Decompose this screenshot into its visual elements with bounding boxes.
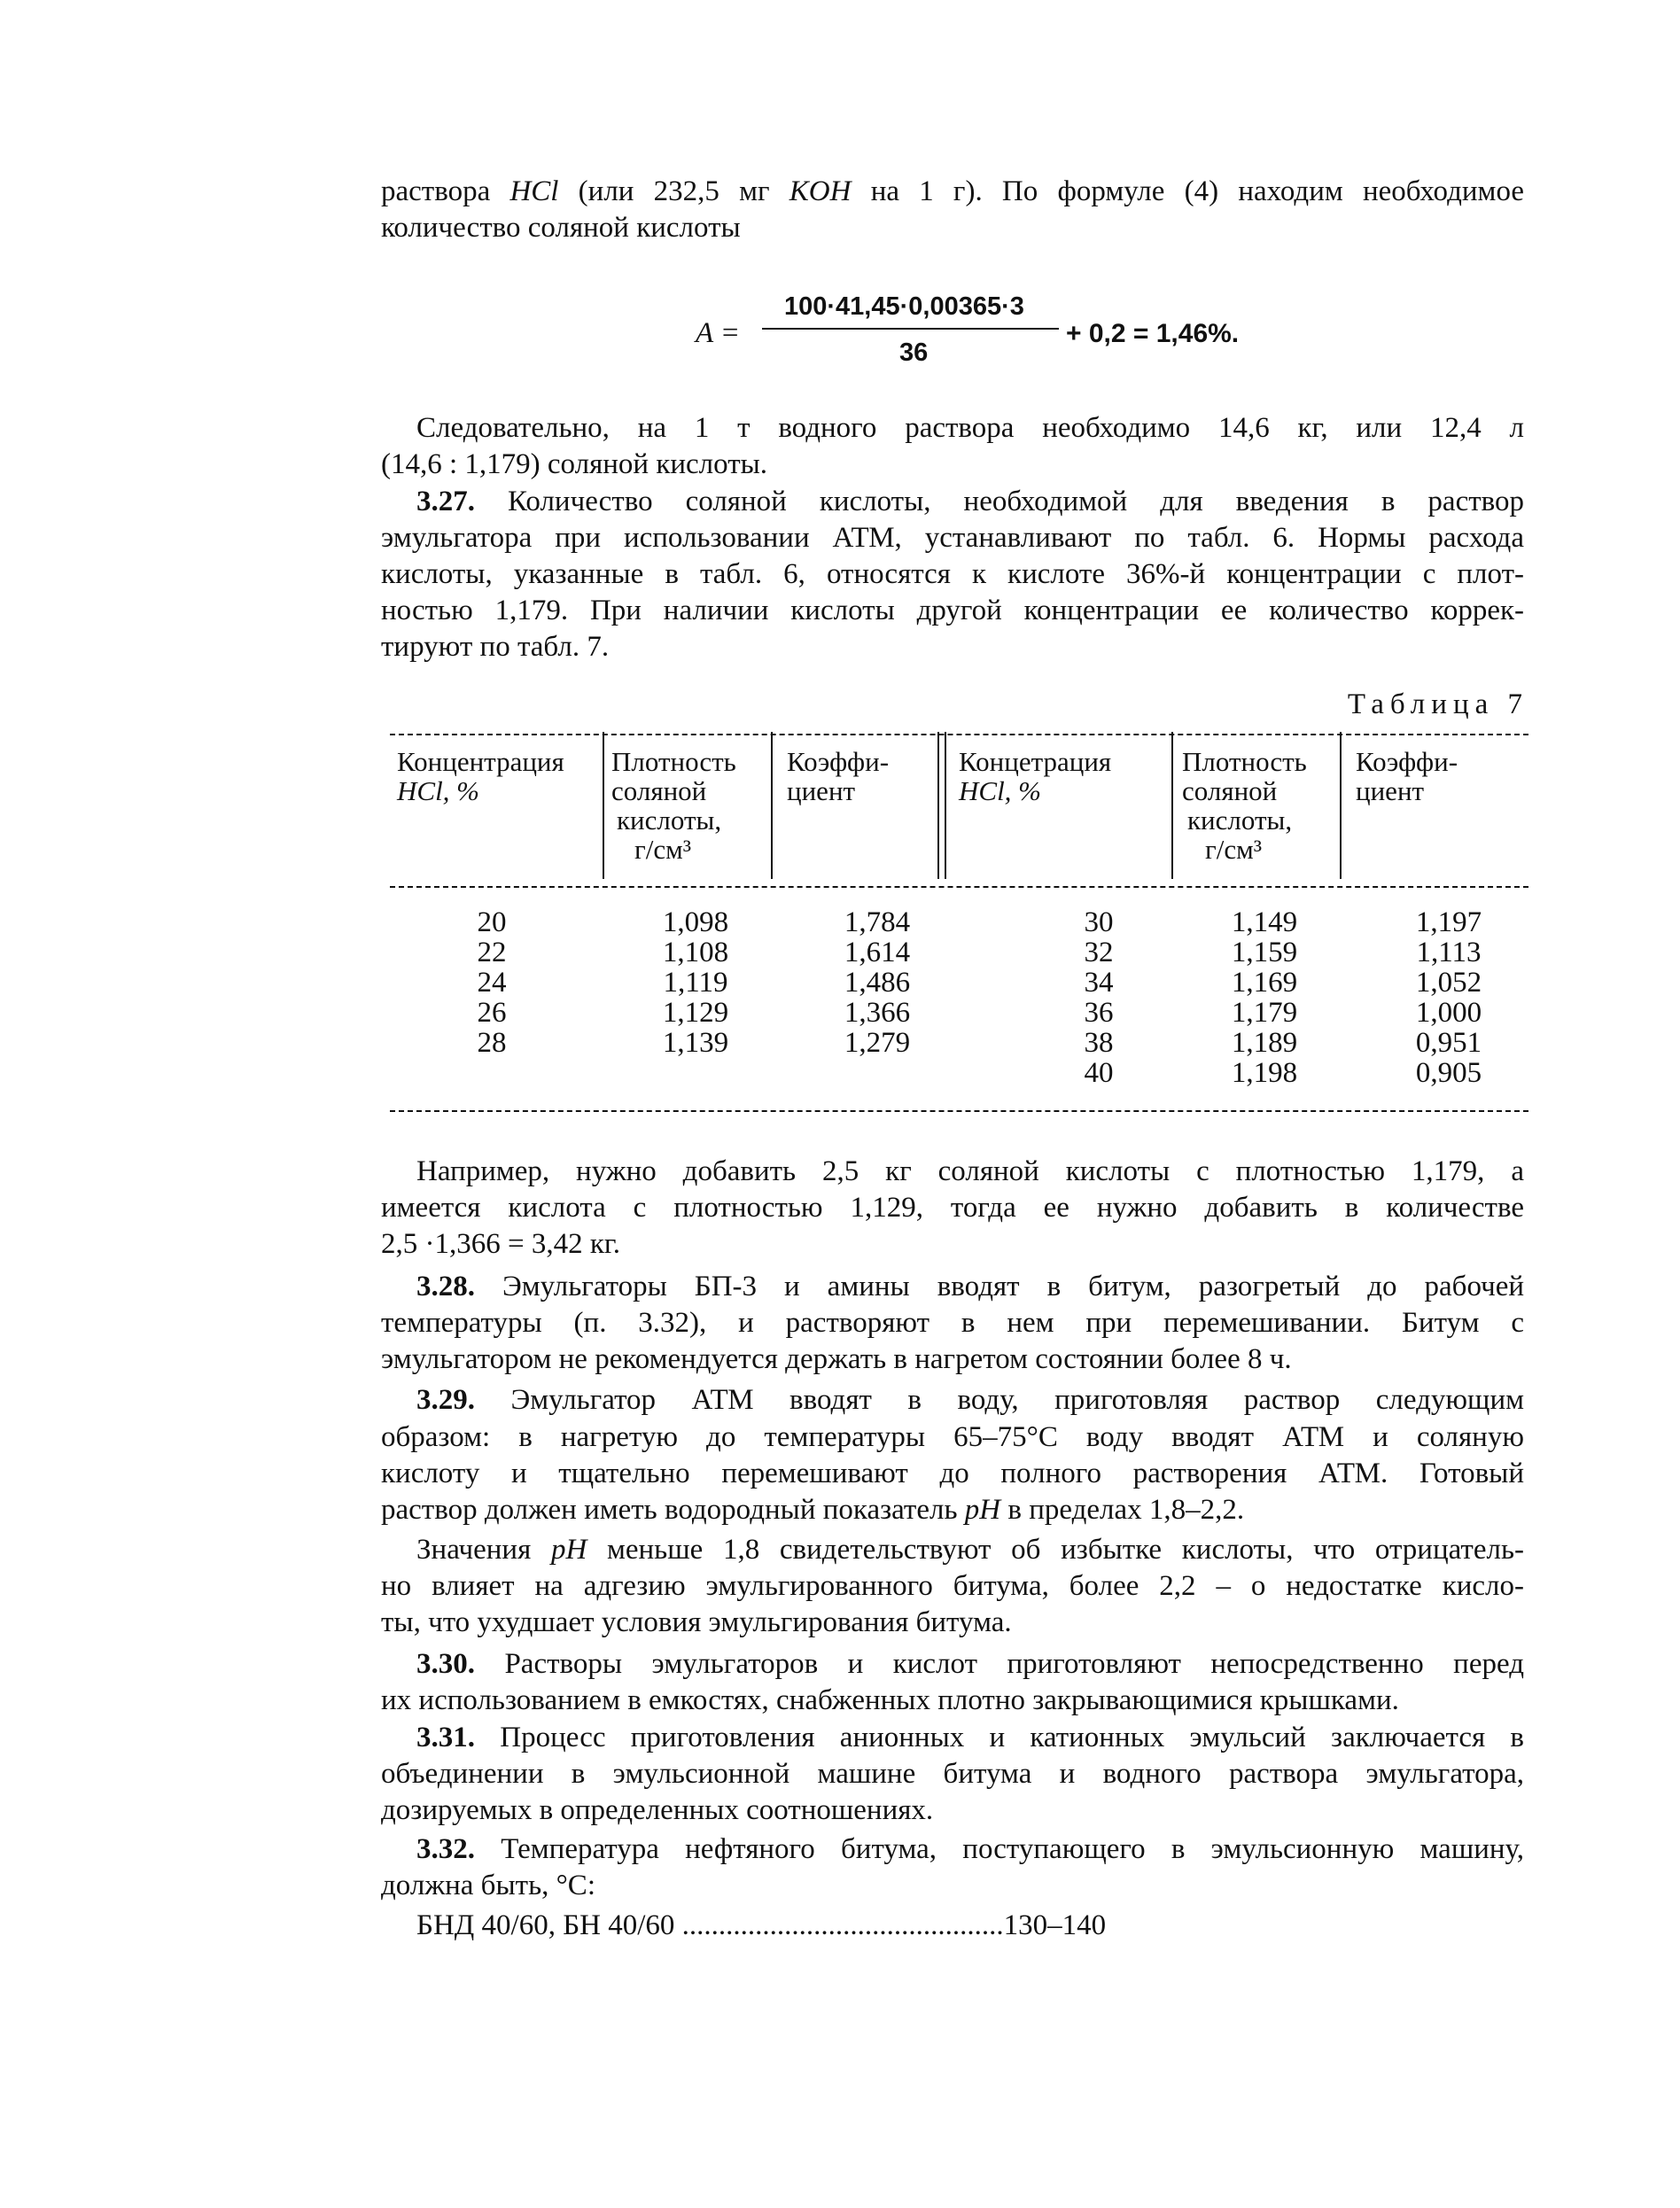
paragraph-3-31	[381, 1720, 1524, 1756]
table-cell: 1,052	[1415, 967, 1482, 999]
table-divider	[1340, 732, 1342, 879]
text-line: дозируемых в определенных соотношениях.	[381, 1794, 934, 1826]
formula-numerator: 100·41,45·0,00365·3	[784, 292, 1024, 321]
table-cell: 1,149	[1231, 906, 1298, 938]
header-concentration-left: Концентрация HCl, %	[397, 746, 564, 806]
paragraph-3-32-cont	[381, 1868, 1524, 1904]
text-line: 3.28. Эмульгаторы БП-3 и амины вводят в битум, разогретый до рабочей	[416, 1271, 1525, 1302]
table-divider	[945, 732, 946, 879]
text-line: (14,6 : 1,179) соляной кислоты.	[381, 448, 768, 480]
text-line: Следовательно, на 1 т водного раствора необходимо 14,6 кг, или 12,4 л	[416, 412, 1524, 444]
paragraph-consequently-cont	[381, 447, 1524, 483]
temperature-line	[381, 1908, 1524, 1944]
text-line: эмульгатора при использовании АТМ, устанавливают по табл. 6. Нормы расхода	[381, 522, 1524, 554]
table-cell: 1,614	[844, 937, 911, 968]
table-cell: 1,000	[1415, 997, 1482, 1029]
table-cell: 32	[1084, 937, 1114, 968]
table-cell: 1,366	[844, 997, 911, 1029]
column-density-right	[1207, 907, 1322, 1088]
table-cell: 1,189	[1231, 1027, 1298, 1059]
header-coefficient-left: Коэффи- циент	[787, 746, 890, 806]
text-line: 3.32. Температура нефтяного битума, поступающего в эмульсионную машину,	[416, 1833, 1524, 1865]
paragraph-3-32	[381, 1831, 1524, 1868]
text-line: должна быть, °С:	[381, 1870, 595, 1901]
table-cell: 40	[1084, 1057, 1114, 1089]
table-cell: 1,486	[844, 967, 911, 999]
header-coefficient-right: Коэффи- циент	[1356, 746, 1458, 806]
formula-lhs: A =	[696, 317, 741, 349]
column-density-left	[638, 907, 753, 1058]
paragraph-3-28	[381, 1269, 1524, 1305]
table-cell: 1,108	[662, 937, 729, 968]
paragraph-3-29-cont	[381, 1419, 1524, 1528]
table-top-rule	[390, 734, 1528, 735]
paragraph-3-27-cont	[381, 520, 1524, 665]
table-cell: 36	[1084, 997, 1114, 1029]
text-line: температуры (п. 3.32), и растворяют в нем при перемешивании. Битум с	[381, 1307, 1524, 1339]
text-line: 2,5 ·1,366 = 3,42 кг.	[381, 1228, 620, 1260]
text-line: кислоты, указанные в табл. 6, относятся к кислоте 36%-й концентрации с плот-	[381, 558, 1524, 590]
text-line: имеется кислота с плотностью 1,129, тогда ее нужно добавить в количестве	[381, 1192, 1524, 1224]
paragraph-ph-cont	[381, 1568, 1524, 1641]
table-divider	[1171, 732, 1173, 879]
table-cell: 22	[477, 937, 507, 968]
table-cell: 1,098	[662, 906, 729, 938]
formula-denominator: 36	[899, 338, 929, 367]
text-line: раствор должен иметь водородный показатель pH в пределах 1,8–2,2.	[381, 1494, 1245, 1526]
paragraph-3-28-cont	[381, 1305, 1524, 1378]
section-number: 3.28.	[416, 1271, 475, 1302]
table-cell: 0,905	[1415, 1057, 1482, 1089]
paragraph-3-29	[381, 1382, 1524, 1419]
text-line: тируют по табл. 7.	[381, 631, 610, 663]
table-cell: 24	[477, 967, 507, 999]
table-cell: 1,784	[844, 906, 911, 938]
formula-4	[696, 292, 1263, 372]
text-line: эмульгатором не рекомендуется держать в нагретом состоянии более 8 ч.	[381, 1343, 1292, 1375]
text-line: образом: в нагретую до температуры 65–75°С воду вводят АТМ и соляную	[381, 1421, 1524, 1453]
text-line: 3.30. Растворы эмульгаторов и кислот приготовляют непосредственно перед	[416, 1648, 1524, 1680]
header-density-left: Плотность соляной кислоты, г/см³	[611, 746, 736, 865]
section-number: 3.27.	[416, 486, 475, 517]
table-cell: 1,198	[1231, 1057, 1298, 1089]
paragraph-3-27	[381, 484, 1524, 520]
table-cell: 0,951	[1415, 1027, 1482, 1059]
table-cell: 1,113	[1416, 937, 1482, 968]
paragraph-3-30-cont	[381, 1683, 1524, 1719]
column-concentration-left	[434, 907, 549, 1058]
section-number: 3.31.	[416, 1722, 475, 1753]
table-cell: 1,169	[1231, 967, 1298, 999]
formula-rhs: + 0,2 = 1,46%.	[1066, 319, 1240, 348]
table-cell: 1,159	[1231, 937, 1298, 968]
table-cell: 1,129	[662, 997, 729, 1029]
table-cell: 1,139	[662, 1027, 729, 1059]
text-line: объединении в эмульсионной машине битума и водного раствора эмульгатора,	[381, 1758, 1524, 1790]
section-number: 3.30.	[416, 1648, 475, 1680]
text-line: их использованием в емкостях, снабженных плотно закрывающимися крышками.	[381, 1684, 1399, 1716]
text-line: ты, что ухудшает условия эмульгирования битума.	[381, 1606, 1012, 1638]
table-cell: 20	[477, 906, 507, 938]
paragraph-example	[381, 1154, 1524, 1190]
table-cell: 26	[477, 997, 507, 1029]
table-cell: 34	[1084, 967, 1114, 999]
table-cell: 38	[1084, 1027, 1114, 1059]
text-line: но влияет на адгезию эмульгированного битума, более 2,2 – о недостатке кисло-	[381, 1570, 1524, 1602]
table-divider	[937, 732, 939, 879]
column-concentration-right	[1046, 907, 1152, 1088]
table-divider	[603, 732, 604, 879]
column-coefficient-right	[1391, 907, 1506, 1088]
text-line: Значения pH меньше 1,8 свидетельствуют об избытке кислоты, что отрицатель-	[416, 1534, 1524, 1566]
table-cell: 30	[1084, 906, 1114, 938]
table-bottom-rule	[390, 1110, 1528, 1112]
section-number: 3.32.	[416, 1833, 475, 1865]
intro-line-2: количество соляной кислоты	[381, 212, 741, 244]
header-density-right: Плотность соляной кислоты, г/см³	[1182, 746, 1307, 865]
fraction-bar	[762, 328, 1059, 330]
text-line: 3.27. Количество соляной кислоты, необходимой для введения в раствор	[416, 486, 1524, 517]
intro-paragraph	[381, 174, 1524, 246]
paragraph-3-30	[381, 1646, 1524, 1683]
table-cell: 28	[477, 1027, 507, 1059]
table-cell: 1,119	[663, 967, 728, 999]
section-number: 3.29.	[416, 1384, 475, 1416]
paragraph-ph	[381, 1532, 1524, 1568]
table-cell: 1,197	[1415, 906, 1482, 938]
table-cell: 1,279	[844, 1027, 911, 1059]
text-line: Например, нужно добавить 2,5 кг соляной кислоты с плотностью 1,179, а	[416, 1155, 1524, 1187]
intro-line-1: раствора HCl (или 232,5 мг KOH на 1 г). По формуле (4) находим необходимое	[381, 175, 1524, 207]
text-line: 3.29. Эмульгатор АТМ вводят в воду, приготовляя раствор следующим	[416, 1384, 1524, 1416]
paragraph-consequently	[381, 410, 1524, 447]
text-line: ностью 1,179. При наличии кислоты другой концентрации ее количество коррек-	[381, 595, 1524, 626]
table-divider	[771, 732, 773, 879]
paragraph-3-31-cont	[381, 1756, 1524, 1829]
table-cell: 1,179	[1231, 997, 1298, 1029]
table-header-rule	[390, 886, 1528, 888]
table-caption: Таблица 7	[1347, 688, 1528, 720]
header-concentration-right: Концетрация HCl, %	[959, 746, 1112, 806]
text-line: БНД 40/60, БН 40/60 ............................................130–140	[416, 1909, 1107, 1941]
text-line: 3.31. Процесс приготовления анионных и катионных эмульсий заключается в	[416, 1722, 1524, 1753]
paragraph-example-cont	[381, 1190, 1524, 1263]
text-line: кислоту и тщательно перемешивают до полного растворения АТМ. Готовый	[381, 1458, 1524, 1489]
column-coefficient-left	[820, 907, 935, 1058]
